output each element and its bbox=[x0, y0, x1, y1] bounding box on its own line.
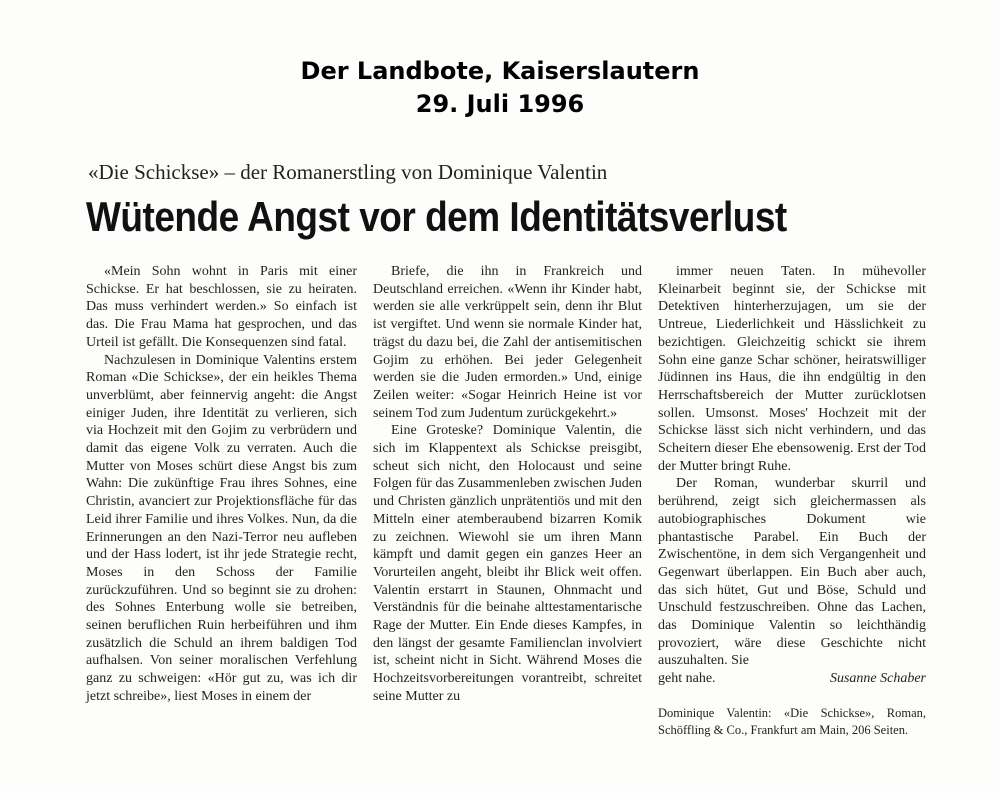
paragraph: Der Roman, wunderbar skurril und berührend, zeigt sich gleichermassen als autobiographisches Dokument wie phantastische Parabel. Ein Buch der Zwischentöne, in dem sich Vergangenheit und Gegenwart überlappen. Ein Buch aber auch, das sich hütet, Gut und Böse, Schuld und Unschuld festzuschreiben. Ohne das Lachen, das Dominique Valentin so leichthändig provoziert, wäre diese Geschichte nicht auszuhalten. Sie bbox=[658, 476, 926, 669]
paragraph: Briefe, die ihn in Frankreich und Deutschland erreichen. «Wenn ihr Kinder habt, werden sie alle verkrüppelt sein, denn ihr Blut ist vergiftet. Und wenn sie normale Kinder hat, trägst du dazu bei, die Zahl der antisemitischen Gojim zu erhöhen. Bei jeder Gelegenheit werden sie die Juden ermorden.» Und, einige Zeilen weiter: «Sogar Heinrich Heine ist vor seinem Tod zum Judentum zurückgekehrt.» bbox=[373, 264, 642, 421]
article-column-1 bbox=[86, 263, 357, 706]
article-column-2 bbox=[373, 263, 642, 706]
article-kicker: «Die Schickse» – der Romanerstling von Dominique Valentin bbox=[88, 160, 608, 184]
paragraph: Eine Groteske? Dominique Valentin, die sich im Klappentext als Schickse preisgibt, scheut sich nicht, den Holocaust und seine Folgen für das Zusammenleben zwischen Juden und Christen gänzlich unprätentiös und mit den Mitteln einer atemberaubend bizarren Komik zu zeichnen. Wiewohl sie um ihren Mann kämpft und damit gegen ein ganzes Heer an Vorurteilen angeht, bleibt ihr Blick weit offen. Valentin erstarrt in Staunen, Ohnmacht und Verständnis für die beinahe alttestamentarische Rage der Mutter. Ein Ende dieses Kampfes, in den längst der gesamte Familienclan involviert ist, scheint nicht in Sicht. Während Moses die Hochzeitsvorbereitungen vorantreibt, schreitet seine Mutter zu bbox=[373, 423, 642, 704]
book-info: Dominique Valentin: «Die Schickse», Roman, Schöffling & Co., Frankfurt am Main, 206 Seiten. bbox=[658, 706, 926, 737]
publication-date: 29. Juli 1996 bbox=[415, 90, 585, 118]
author-byline: Susanne Schaber bbox=[829, 671, 926, 687]
publication-name: Der Landbote, Kaiserslautern bbox=[300, 57, 700, 85]
paragraph-end: geht nahe. bbox=[658, 671, 716, 687]
paragraph: immer neuen Taten. In mühevoller Kleinarbeit beginnt sie, der Schickse mit Detektiven hinterherzujagen, um sie der Untreue, Liederlichkeit und Hässlichkeit zu bezichtigen. Gleichzeitig schickt sie ihrem Sohn eine ganze Schar schöner, heiratswilliger Jüdinnen ins Haus, die ihn endgültig in den Herrschaftsbereich der Mutter zurücklotsen sollen. Umsonst. Moses' Hochzeit mit der Schickse lässt sich nicht verhindern, und das Scheitern dieser Ehe ebensowenig. Erst der Tod der Mutter bringt Ruhe. bbox=[658, 264, 926, 474]
paragraph: Nachzulesen in Dominique Valentins erstem Roman «Die Schickse», der ein heikles Thema unverblümt, aber feinnervig angeht: die Angst einiger Juden, ihre Identität zu verlieren, sich via Hochzeit mit den Gojim zu verbrüdern und damit das eigene Volk zu verraten. Auch die Mutter von Moses schürt diese Angst bis zum Wahn: Die zukünftige Frau ihres Sohnes, eine Christin, avanciert zur Projektionsfläche für das Leid ihrer Familie und ihres Volkes. Nun, da die Erinnerungen an den Nazi-Terror neu aufleben und der Hass lodert, ist ihr jede Strategie recht, Moses in den Schoss der Familie zurückzuführen. Und so beginnt sie zu drohen: des Sohnes Enterbung wolle sie betreiben, seinen beruflichen Ruin herbeiführen und ihm zusätzlich die Schuld an ihrem baldigen Tod aufhalsen. Von seiner moralischen Verfehlung ganz zu schweigen: «Hör gut zu, was ich dir jetzt schreibe», liest Moses in einem der bbox=[86, 352, 357, 704]
article-headline: Wütende Angst vor dem Identitätsverlust bbox=[86, 194, 787, 240]
byline-row bbox=[658, 670, 926, 688]
masthead bbox=[0, 55, 1000, 121]
paragraph: «Mein Sohn wohnt in Paris mit einer Schickse. Er hat beschlossen, sie zu heiraten. Das muss verhindert werden.» So einfach ist das. Die Frau Mama hat gesprochen, und das Urteil ist gefällt. Die Konsequenzen sind fatal. bbox=[86, 264, 357, 350]
article-column-3 bbox=[658, 263, 926, 688]
